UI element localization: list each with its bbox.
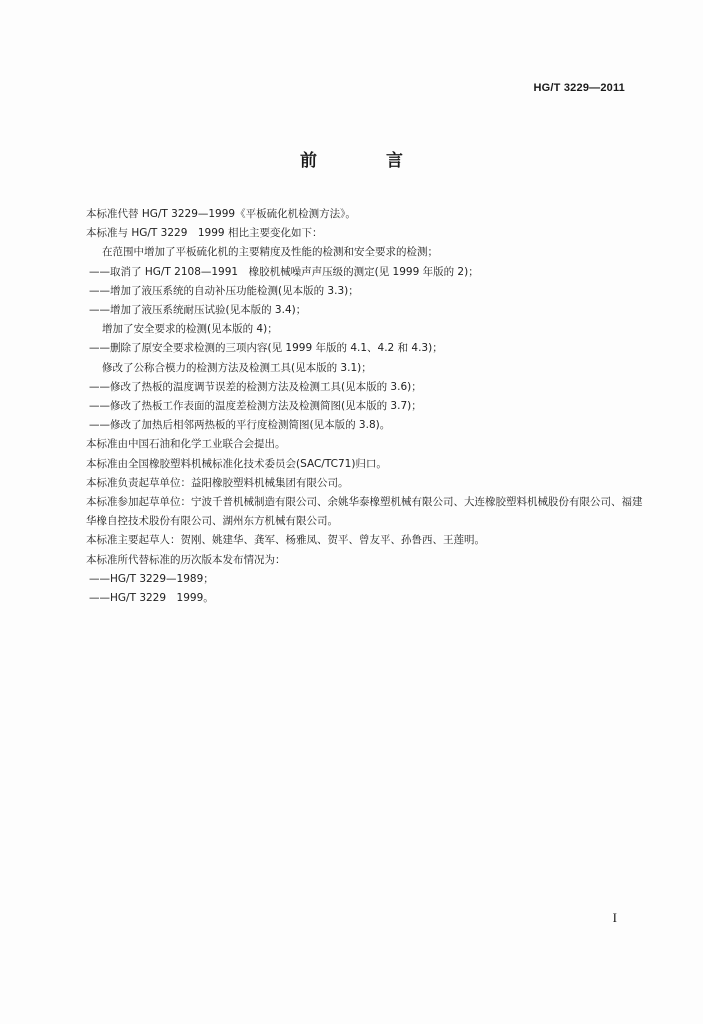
list-item: 增加了安全要求的检测(见本版的 4)； bbox=[102, 323, 278, 336]
list-item: ——增加了液压系统耐压试验(见本版的 3.4)； bbox=[89, 304, 307, 317]
list-item: ——修改了加热后相邻两热板的平行度检测简图(见本版的 3.8)。 bbox=[89, 419, 391, 432]
list-item: ——修改了热板的温度调节误差的检测方法及检测工具(见本版的 3.6)； bbox=[89, 380, 422, 393]
paragraph: 在范围中增加了平板硫化机的主要精度及性能的检测和安全要求的检测； bbox=[102, 246, 438, 259]
standard-code: HG/T 3229—2011 bbox=[533, 82, 625, 94]
paragraph: 本标准所代替标准的历次版本发布情况为： bbox=[86, 553, 286, 566]
list-item: ——HG/T 3229 1999。 bbox=[89, 592, 214, 605]
list-item: ——修改了热板工作表面的温度差检测方法及检测简图(见本版的 3.7)； bbox=[89, 400, 422, 413]
list-item: 修改了公称合模力的检测方法及检测工具(见本版的 3.1)； bbox=[102, 361, 372, 374]
page-number: I bbox=[612, 910, 617, 925]
paragraph: 本标准代替 HG/T 3229—1999《平板硫化机检测方法》。 bbox=[86, 208, 356, 220]
list-item: ——删除了原安全要求检测的三项内容(见 1999 年版的 4.1、4.2 和 4.3)； bbox=[89, 342, 443, 355]
list-item: ——HG/T 3229—1989； bbox=[89, 572, 214, 585]
paragraph: 本标准由中国石油和化学工业联合会提出。 bbox=[86, 438, 286, 451]
paragraph: 本标准由全国橡胶塑料机械标准化技术委员会(SAC/TC71)归口。 bbox=[86, 457, 387, 470]
page-title: 前 言 bbox=[300, 151, 429, 171]
paragraph: 本标准负责起草单位：益阳橡胶塑料机械集团有限公司。 bbox=[86, 476, 349, 489]
preface-body bbox=[86, 205, 646, 608]
list-item: ——取消了 HG/T 2108—1991 橡胶机械噪声声压级的测定(见 1999 年版的 2)； bbox=[89, 265, 479, 278]
paragraph: 本标准主要起草人：贺刚、姚建华、龚军、杨雅凤、贺平、曾友平、孙鲁西、王莲明。 bbox=[86, 534, 485, 547]
paragraph: 本标准参加起草单位：宁波千普机械制造有限公司、余姚华泰橡塑机械有限公司、大连橡胶塑料机械股份有限公司、福建华橡自控技术股份有限公司、湖州东方机械有限公司。 bbox=[86, 496, 643, 528]
list-item: ——增加了液压系统的自动补压功能检测(见本版的 3.3)； bbox=[89, 284, 359, 297]
paragraph: 本标准与 HG/T 3229 1999 相比主要变化如下： bbox=[86, 227, 323, 240]
